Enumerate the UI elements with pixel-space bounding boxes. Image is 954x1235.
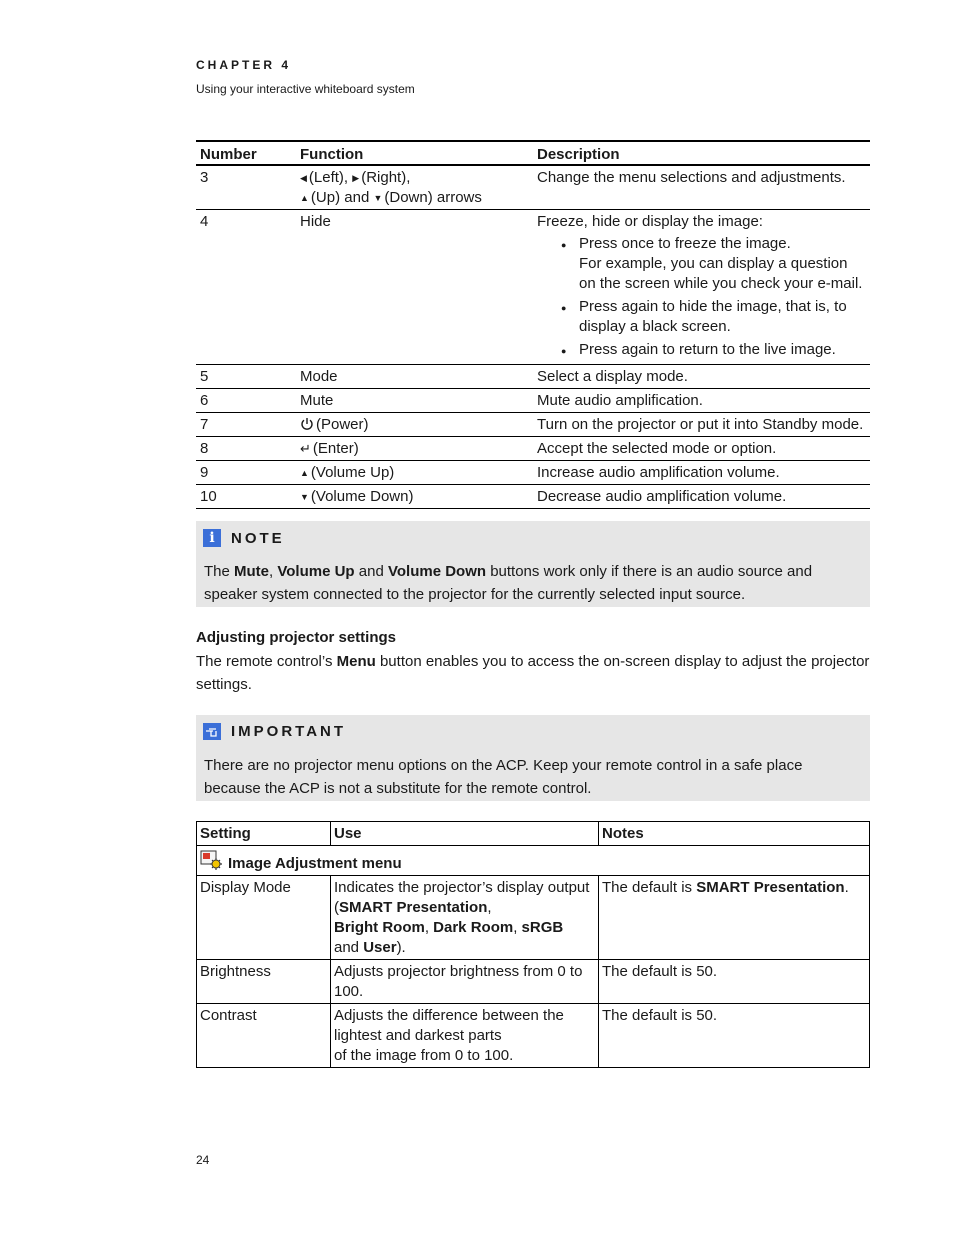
notes-cell: The default is SMART Presentation. <box>599 876 870 960</box>
table-header-row <box>196 141 870 165</box>
row-number: 5 <box>196 365 296 389</box>
column-header-description: Description <box>533 141 870 165</box>
list-item: ● Press again to return to the live image. <box>579 340 866 360</box>
row-function: Hide <box>296 210 533 365</box>
menu-heading-row <box>197 846 870 876</box>
info-icon: i <box>203 529 221 547</box>
notes-cell: The default is 50. <box>599 960 870 1004</box>
list-item: ● Press again to hide the image, that is, to display a black screen. <box>579 297 866 337</box>
row-description: Turn on the projector or put it into Standby mode. <box>533 413 870 437</box>
important-box <box>196 715 870 801</box>
table-row <box>196 461 870 485</box>
settings-table <box>196 821 870 1068</box>
row-number: 8 <box>196 437 296 461</box>
note-text: The Mute, Volume Up and Volume Down buttons work only if there is an audio source and speaker system connected to the projector for the currently selected input source. <box>204 563 813 603</box>
page-number: 24 <box>196 1153 210 1167</box>
table-row <box>196 210 870 365</box>
row-description: Accept the selected mode or option. <box>533 437 870 461</box>
remote-functions-table <box>196 140 870 509</box>
column-header-function: Function <box>296 141 533 165</box>
setting-cell: Display Mode <box>197 876 331 960</box>
table-row <box>196 365 870 389</box>
table-header-row <box>197 822 870 846</box>
important-heading: IMPORTANT <box>231 723 347 740</box>
important-header <box>203 723 346 740</box>
setting-cell: Brightness <box>197 960 331 1004</box>
menu-title: Image Adjustment menu <box>228 855 402 872</box>
row-description: Decrease audio amplification volume. <box>533 485 870 509</box>
row-description: Increase audio amplification volume. <box>533 461 870 485</box>
row-function: ↵ (Enter) <box>296 437 533 461</box>
row-function: (Power) <box>296 413 533 437</box>
row-description: Freeze, hide or display the image: ● Press once to freeze the image. For example, you can display a question on the screen while you check your e-mail. ● Press again to hide the image, that is, to display a black screen. ● Press again to return to the live image. <box>533 210 870 365</box>
row-function: ◀ (Left), ▶ (Right), ▲ (Up) and ▼ (Down) arrows <box>296 165 533 210</box>
row-description: Mute audio amplification. <box>533 389 870 413</box>
row-number: 4 <box>196 210 296 365</box>
column-header-number: Number <box>196 141 296 165</box>
up-arrow-icon: ▲ <box>300 193 309 204</box>
row-number: 9 <box>196 461 296 485</box>
table-row <box>196 389 870 413</box>
left-arrow-icon: ◀ <box>300 173 307 184</box>
section-paragraph: The remote control’s Menu button enables you to access the on-screen display to adjust the projector settings. <box>196 653 870 693</box>
row-description: Change the menu selections and adjustments. <box>533 165 870 210</box>
table-row <box>197 876 870 960</box>
image-adjustment-icon <box>200 850 224 872</box>
chapter-subtitle: Using your interactive whiteboard system <box>196 82 415 96</box>
use-cell: Adjusts projector brightness from 0 to 100. <box>331 960 599 1004</box>
bullet-list <box>537 234 866 360</box>
use-cell: Indicates the projector’s display output (SMART Presentation, Bright Room, Dark Room, sRGB and User). <box>331 876 599 960</box>
row-function: ▲ (Volume Up) <box>296 461 533 485</box>
row-function: Mode <box>296 365 533 389</box>
note-header <box>203 529 285 547</box>
column-header-use: Use <box>331 822 599 846</box>
use-cell: Adjusts the difference between the lightest and darkest parts of the image from 0 to 100. <box>331 1004 599 1068</box>
notes-cell: The default is 50. <box>599 1004 870 1068</box>
pointing-hand-icon <box>203 723 221 740</box>
row-number: 3 <box>196 165 296 210</box>
list-item: ● Press once to freeze the image. For example, you can display a question on the screen while you check your e-mail. <box>579 234 866 294</box>
column-header-notes: Notes <box>599 822 870 846</box>
important-text: There are no projector menu options on the ACP. Keep your remote control in a safe place because the ACP is not a substitute for the remote control. <box>204 757 803 797</box>
table-row <box>196 485 870 509</box>
row-function: Mute <box>296 389 533 413</box>
up-arrow-icon: ▲ <box>300 468 309 479</box>
row-number: 6 <box>196 389 296 413</box>
down-arrow-icon: ▼ <box>373 193 383 204</box>
table-row <box>197 960 870 1004</box>
row-function: ▼ (Volume Down) <box>296 485 533 509</box>
note-heading: NOTE <box>231 529 285 547</box>
power-icon <box>300 417 314 431</box>
table-row <box>197 1004 870 1068</box>
note-box <box>196 521 870 607</box>
down-arrow-icon: ▼ <box>300 492 309 503</box>
table-row <box>196 165 870 210</box>
chapter-label: CHAPTER 4 <box>196 58 292 72</box>
table-row <box>196 413 870 437</box>
row-number: 10 <box>196 485 296 509</box>
enter-icon: ↵ <box>300 441 311 457</box>
row-description: Select a display mode. <box>533 365 870 389</box>
right-arrow-icon: ▶ <box>352 173 360 184</box>
table-row <box>196 437 870 461</box>
column-header-setting: Setting <box>197 822 331 846</box>
setting-cell: Contrast <box>197 1004 331 1068</box>
row-number: 7 <box>196 413 296 437</box>
section-heading: Adjusting projector settings <box>196 629 397 646</box>
